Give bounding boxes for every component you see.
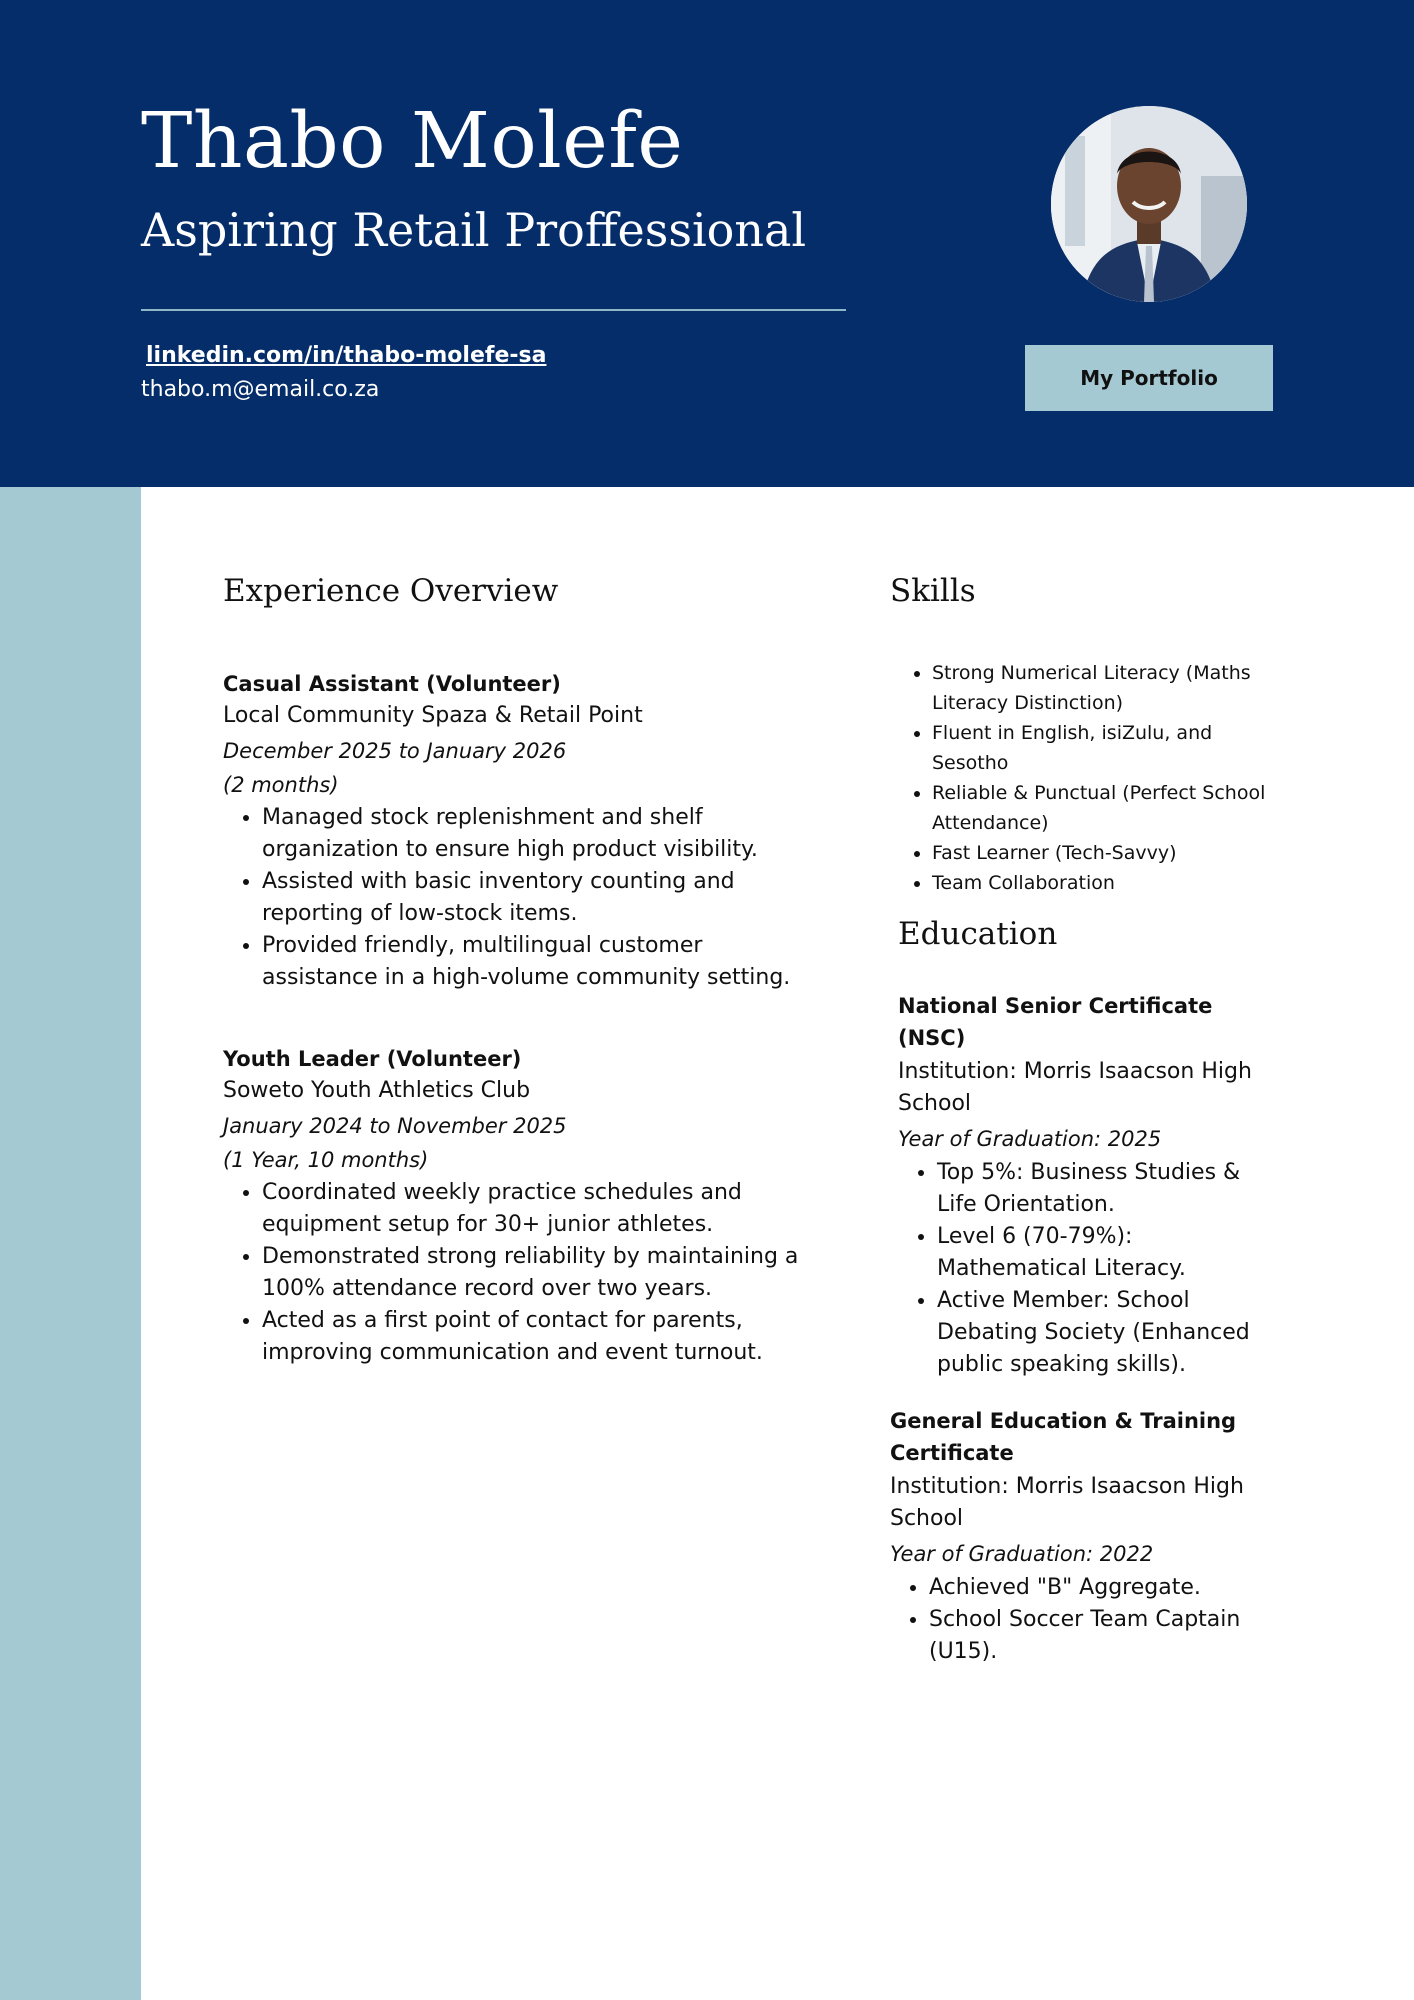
list-item: • Team Collaboration — [932, 868, 1273, 898]
skills-list — [893, 658, 1273, 898]
education-bullets-1 — [898, 1157, 1268, 1381]
job-duration-1: (2 months) — [223, 773, 339, 797]
education-entry — [890, 1405, 1270, 1668]
list-item: • Fast Learner (Tech-Savvy) — [932, 838, 1273, 868]
list-item: • Strong Numerical Literacy (Maths Literacy Distinction) — [932, 658, 1273, 718]
list-item: • Fluent in English, isiZulu, and Sesotho — [932, 718, 1273, 778]
job-title: Aspiring Retail Proffessional — [141, 203, 807, 257]
list-item: • Provided friendly, multilingual customer assistance in a high-volume community setting. — [262, 930, 803, 994]
list-item: • Achieved "B" Aggregate. — [929, 1572, 1270, 1604]
list-item: • Acted as a first point of contact for parents, improving communication and event turnout. — [262, 1305, 803, 1369]
job-title-1: Casual Assistant (Volunteer) — [223, 672, 561, 696]
education-institution-1: Institution: Morris Isaacson High School — [898, 1059, 1252, 1116]
list-item: • Reliable & Punctual (Perfect School Attendance) — [932, 778, 1273, 838]
person-name: Thabo Molefe — [141, 97, 684, 186]
list-item: • Demonstrated strong reliability by maintaining a 100% attendance record over two years. — [262, 1241, 803, 1305]
job-dates-1: December 2025 to January 2026 — [223, 739, 567, 763]
education-entry — [898, 990, 1268, 1381]
list-item: • Active Member: School Debating Society (Enhanced public speaking skills). — [937, 1285, 1268, 1381]
portfolio-button[interactable]: My Portfolio — [1025, 345, 1273, 411]
education-year-1: Year of Graduation: 2025 — [898, 1127, 1162, 1151]
header-banner — [0, 0, 1414, 487]
list-item: • Managed stock replenishment and shelf organization to ensure high product visibility. — [262, 802, 803, 866]
left-accent-bar — [0, 487, 141, 2000]
education-bullets-2 — [890, 1572, 1270, 1668]
skills-heading: Skills — [890, 573, 976, 609]
list-item: • School Soccer Team Captain (U15). — [929, 1604, 1270, 1668]
education-title-2: General Education & Training Certificate — [890, 1409, 1237, 1465]
profile-photo — [1051, 106, 1247, 302]
job-bullets-1 — [223, 802, 803, 994]
profile-photo-image — [1051, 106, 1247, 302]
education-year-2: Year of Graduation: 2022 — [890, 1542, 1154, 1566]
job-org-1: Local Community Spaza & Retail Point — [223, 703, 643, 728]
education-institution-2: Institution: Morris Isaacson High School — [890, 1474, 1244, 1531]
list-item: • Assisted with basic inventory counting and reporting of low-stock items. — [262, 866, 803, 930]
experience-heading: Experience Overview — [223, 573, 559, 609]
linkedin-link[interactable]: linkedin.com/in/thabo-molefe-sa — [146, 343, 547, 368]
header-divider — [141, 309, 846, 311]
job-duration-2: (1 Year, 10 months) — [223, 1148, 429, 1172]
experience-entry — [223, 668, 803, 994]
education-heading: Education — [898, 916, 1058, 952]
list-item: • Coordinated weekly practice schedules and equipment setup for 30+ junior athletes. — [262, 1177, 803, 1241]
job-org-2: Soweto Youth Athletics Club — [223, 1078, 531, 1103]
experience-entry — [223, 1043, 803, 1369]
email-address: thabo.m@email.co.za — [141, 377, 380, 402]
education-title-1: National Senior Certificate (NSC) — [898, 994, 1213, 1050]
list-item: • Top 5%: Business Studies & Life Orientation. — [937, 1157, 1268, 1221]
job-title-2: Youth Leader (Volunteer) — [223, 1047, 522, 1071]
job-bullets-2 — [223, 1177, 803, 1369]
list-item: • Level 6 (70-79%): Mathematical Literacy. — [937, 1221, 1268, 1285]
job-dates-2: January 2024 to November 2025 — [223, 1114, 567, 1138]
